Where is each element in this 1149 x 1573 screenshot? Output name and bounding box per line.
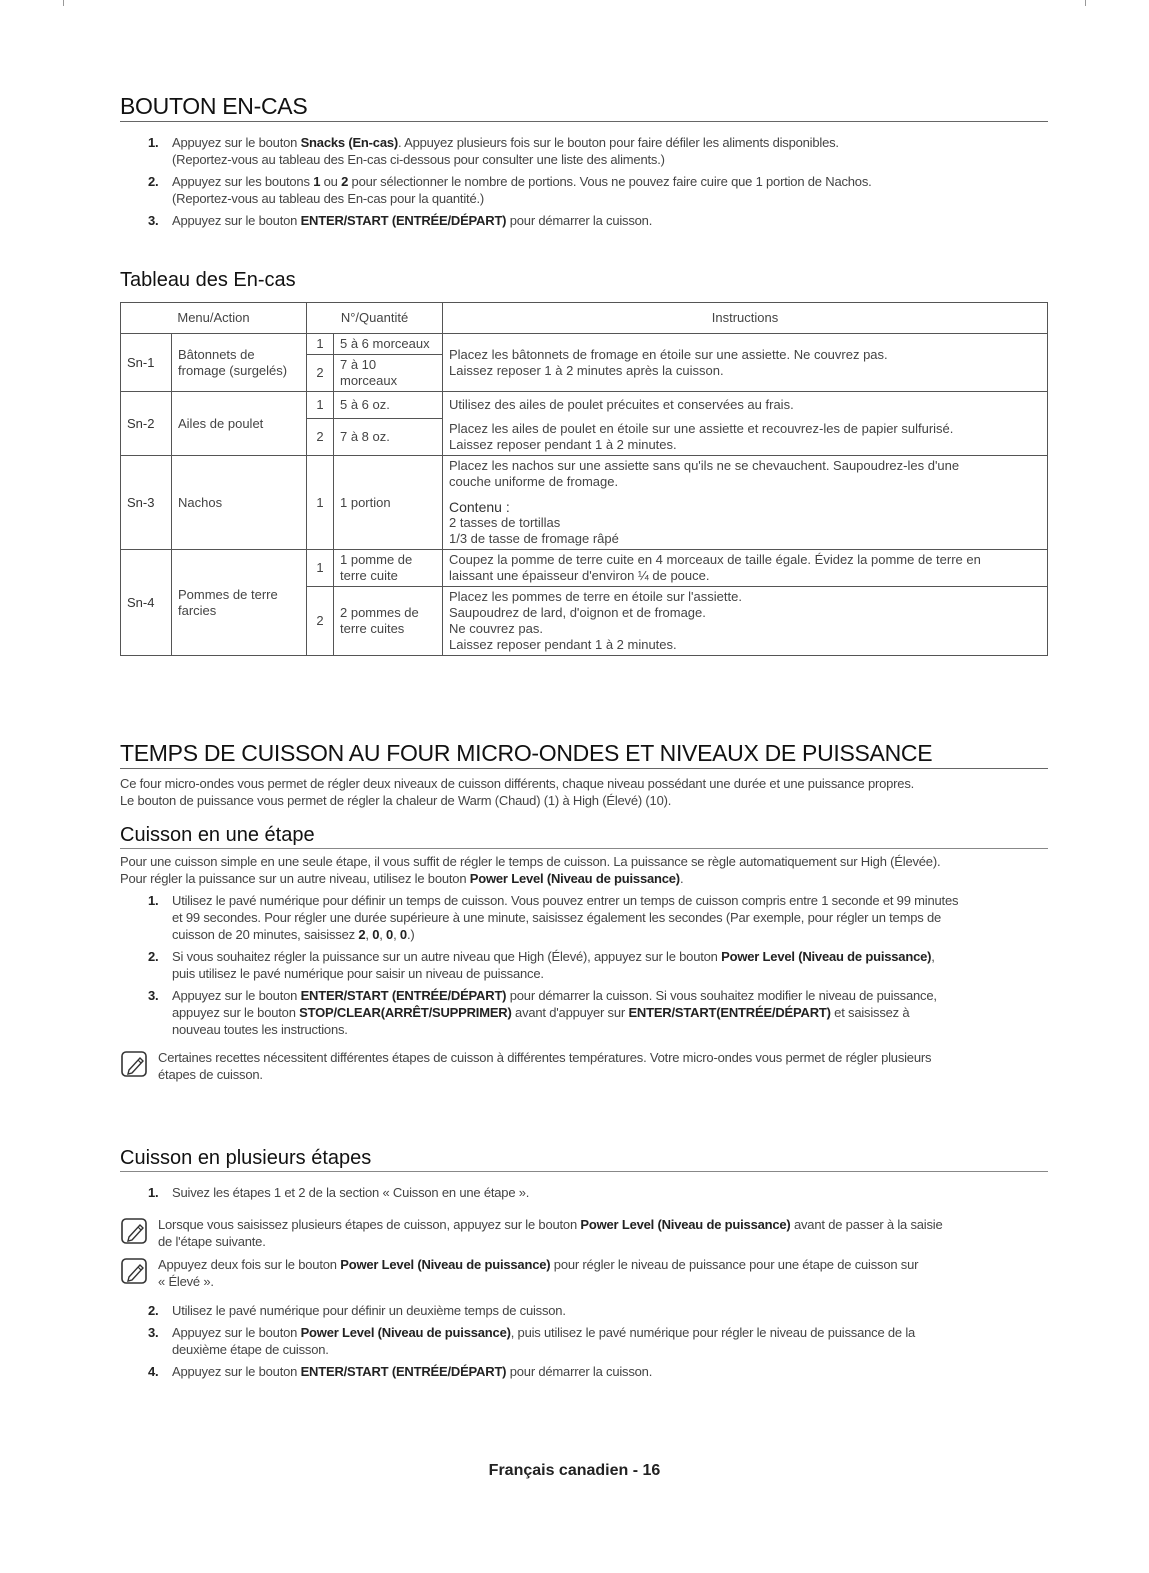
section-title: TEMPS DE CUISSON AU FOUR MICRO-ONDES ET NIVEAUX DE PUISSANCE: [120, 739, 1048, 769]
table-row: 2 2 pommes de terre cuites Placez les pommes de terre en étoile sur l'assiette. Saupoudrez de lard, d'oignon et de fromage. Ne couvrez pas. Laissez reposer pendant 1 à 2 minutes.: [121, 587, 1048, 656]
table-header-row: [121, 303, 1048, 334]
section-cuisson-plusieurs-etapes: [120, 1146, 1048, 1385]
table-row: Sn-2 Ailes de poulet 1 5 à 6 oz. Utilisez des ailes de poulet précuites et conservées au frais.: [121, 392, 1048, 419]
note: Lorsque vous saisissez plusieurs étapes de cuisson, appuyez sur le bouton Power Level (Niveau de puissance) avant de passer à la saisie de l'étape suivante.: [120, 1216, 1048, 1250]
header-menu: Menu/Action: [121, 303, 307, 334]
subsection-title: Cuisson en une étape: [120, 823, 1048, 849]
table-row: Sn-4 Pommes de terre farcies 1 1 pomme de terre cuite Coupez la pomme de terre cuite en 4 morceaux de taille égale. Évidez la pomme de terre en laissant une épaisseur d'environ ¼ de pouce.: [121, 550, 1048, 587]
step-2: 2. Si vous souhaitez régler la puissance sur un autre niveau que High (Élevé), appuyez sur le bouton Power Level (Niveau de puissance), puis utilisez le pavé numérique pour saisir un niveau de puissance.: [148, 949, 935, 981]
step-1: 1. Suivez les étapes 1 et 2 de la section « Cuisson en une étape ».: [148, 1185, 530, 1200]
note: Appuyez deux fois sur le bouton Power Level (Niveau de puissance) pour régler le niveau de puissance pour une étape de cuisson sur « Élevé ».: [120, 1256, 1048, 1290]
step-2: 2. Appuyez sur les boutons 1 ou 2 pour sélectionner le nombre de portions. Vous ne pouvez faire cuire que 1 portion de Nachos. (Reportez-vous au tableau des En-cas pour la quantité.): [148, 174, 872, 206]
header-instructions: Instructions: [443, 303, 1048, 334]
snack-table: [120, 302, 1048, 656]
section-bouton-en-cas: [120, 92, 1048, 234]
table-title: Tableau des En-cas: [120, 269, 296, 291]
step-3: 3. Appuyez sur le bouton ENTER/START (ENTRÉE/DÉPART) pour démarrer la cuisson.: [148, 213, 653, 228]
pencil-note-icon: [120, 1217, 150, 1245]
subsection-title: Cuisson en plusieurs étapes: [120, 1146, 1048, 1172]
step-1: 1. Utilisez le pavé numérique pour définir un temps de cuisson. Vous pouvez entrer un temps de cuisson compris entre 1 seconde et 99 minutes et 99 secondes. Pour régler une durée supérieure à une minute, saisissez également les secondes (Par exemple, pour régler un temps de cuisson de 20 minutes, saisissez 2, 0, 0, 0.): [148, 893, 959, 942]
step-3: 3. Appuyez sur le bouton Power Level (Niveau de puissance), puis utilisez le pavé numérique pour régler le niveau de puissance de la deuxième étape de cuisson.: [148, 1325, 916, 1357]
step-2: 2. Utilisez le pavé numérique pour définir un deuxième temps de cuisson.: [148, 1303, 566, 1318]
step-4: 4. Appuyez sur le bouton ENTER/START (ENTRÉE/DÉPART) pour démarrer la cuisson.: [148, 1364, 653, 1379]
crop-mark: [63, 0, 64, 6]
step-3: 3. Appuyez sur le bouton ENTER/START (ENTRÉE/DÉPART) pour démarrer la cuisson. Si vous souhaitez modifier le niveau de puissance, appuyez sur le bouton STOP/CLEAR(ARRÊT/SUPPRIMER) avant d'appuyer sur ENTER/START(ENTRÉE/DÉPART) et saisissez à nouveau toutes les instructions.: [148, 988, 937, 1037]
section-title: BOUTON EN-CAS: [120, 92, 1048, 122]
pencil-note-icon: [120, 1050, 150, 1078]
crop-mark: [1085, 0, 1086, 6]
table-row: 2 7 à 10 morceaux: [121, 355, 1048, 392]
header-quantity: N°/Quantité: [307, 303, 443, 334]
section-temps-de-cuisson: TEMPS DE CUISSON AU FOUR MICRO-ONDES ET NIVEAUX DE PUISSANCE Ce four micro-ondes vous permet de régler deux niveaux de cuisson différents, chaque niveau possédant une durée et une puissance propres. Le bouton de puissance vous permet de régler la chaleur de Warm (Chaud) (1) à High (Élevé) (10).: [120, 739, 1048, 809]
step-1: 1. Appuyez sur le bouton Snacks (En-cas). Appuyez plusieurs fois sur le bouton pour faire défiler les aliments disponibles. (Reportez-vous au tableau des En-cas ci-dessous pour consulter une liste des aliments.): [148, 135, 839, 167]
snack-table-section: [120, 268, 1048, 656]
table-row: Sn-3 Nachos 1 1 portion Placez les nachos sur une assiette sans qu'ils ne se chevauchent. Saupoudrez-les d'une couche uniforme de fromage. Contenu : 2 tasses de tortillas 1/3 de tasse de fromage râpé: [121, 456, 1048, 550]
page-footer: Français canadien - 16: [488, 1462, 661, 1479]
section-cuisson-une-etape: Cuisson en une étape Pour une cuisson simple en une seule étape, il vous suffit de régler le temps de cuisson. La puissance se règle automatiquement sur High (Élevée). Pour régler la puissance sur un autre niveau, utilisez le bouton Power Level (Niveau de puissance). 1. Utilisez le pavé numérique pour définir un temps de cuisson. Vous pouvez entrer un temps de cuisson compris entre 1 seconde et 99 minutes et 99 secondes. Pour régler une durée supérieure à une minute, saisissez également les secondes (Par exemple, pour régler un temps de cuisson de 20 minutes, saisissez 2, 0, 0, 0.) 2. Si vous souhaitez régler la puissance sur un autre niveau que High (Élevé), appuyez sur le bouton Power Level (Niveau de puissance), puis utilisez le pavé numérique pour saisir un niveau de puissance. 3. Appuyez sur le bouton ENTER/START (ENTRÉE/DÉPART) pour démarrer la cuisson. Si vous souhaitez modifier le niveau de puissance, appuyez sur le bouton STOP/CLEAR(ARRÊT/SUPPRIMER) avant d'appuyer sur ENTER/START(ENTRÉE/DÉPART) et saisissez à nouveau toutes les instructions. Certaines recettes nécessitent différentes étapes de cuisson à différentes températures. Votre micro-ondes vous permet de régler plusieurs étapes de cuisson.: [120, 823, 1048, 1089]
table-row: Sn-1 Bâtonnets de fromage (surgelés) 1 5 à 6 morceaux Placez les bâtonnets de fromage en étoile sur une assiette. Ne couvrez pas. Laissez reposer 1 à 2 minutes après la cuisson.: [121, 334, 1048, 355]
note: Certaines recettes nécessitent différentes étapes de cuisson à différentes températures. Votre micro-ondes vous permet de régler plusieurs étapes de cuisson.: [120, 1049, 1048, 1083]
pencil-note-icon: [120, 1257, 150, 1285]
table-row: 2 7 à 8 oz. Placez les ailes de poulet en étoile sur une assiette et recouvrez-les de papier sulfurisé. Laissez reposer pendant 1 à 2 minutes.: [121, 419, 1048, 456]
